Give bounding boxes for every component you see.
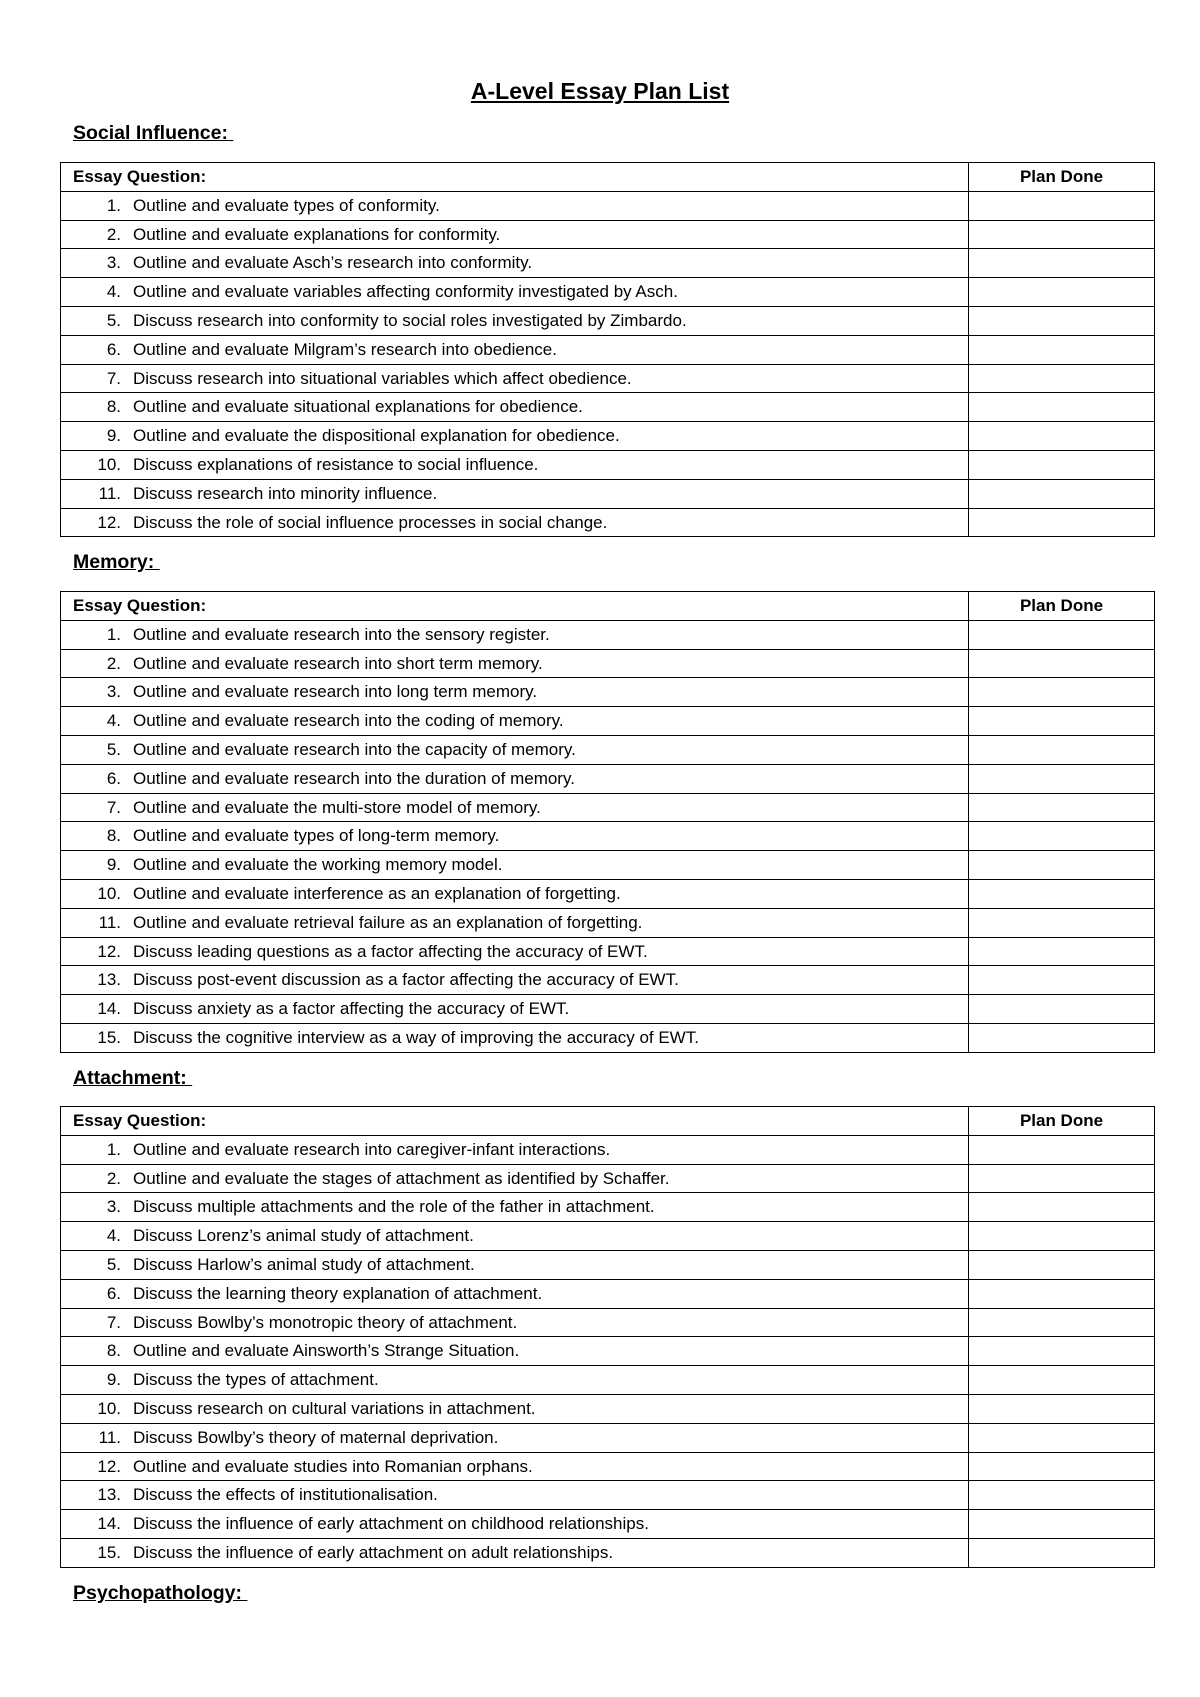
table-row <box>61 249 1155 278</box>
question-number: 1. <box>106 624 121 644</box>
question-number: 11. <box>98 483 121 503</box>
essay-question-cell <box>61 1481 969 1510</box>
plan-done-cell[interactable] <box>969 1164 1155 1193</box>
table-row <box>61 879 1155 908</box>
essay-question-cell <box>61 966 969 995</box>
plan-done-cell[interactable] <box>969 1222 1155 1251</box>
table-row <box>61 908 1155 937</box>
question-number: 3. <box>106 682 121 702</box>
plan-done-cell[interactable] <box>969 620 1155 649</box>
essay-question-cell <box>61 306 969 335</box>
table-row <box>61 793 1155 822</box>
question-number: 6. <box>106 768 121 788</box>
essay-question-cell <box>61 220 969 249</box>
table-row <box>61 1023 1155 1052</box>
question-number: 11. <box>98 912 121 932</box>
table-row <box>61 508 1155 537</box>
question-text: Outline and evaluate types of long-term memory. <box>133 826 500 846</box>
question-text: Discuss multiple attachments and the role of the father in attachment. <box>133 1197 655 1217</box>
essay-question-cell <box>61 1366 969 1395</box>
column-header-question: Essay Question: <box>61 592 969 621</box>
question-text: Discuss the cognitive interview as a way of improving the accuracy of EWT. <box>133 1027 699 1047</box>
plan-done-cell[interactable] <box>969 1394 1155 1423</box>
table-row <box>61 1279 1155 1308</box>
question-number: 12. <box>97 1456 121 1476</box>
essay-question-cell <box>61 479 969 508</box>
question-text: Outline and evaluate the multi-store model of memory. <box>133 797 541 817</box>
question-text: Discuss Bowlby’s monotropic theory of attachment. <box>133 1312 518 1332</box>
question-text: Discuss research on cultural variations in attachment. <box>133 1398 536 1418</box>
question-text: Outline and evaluate research into the coding of memory. <box>133 711 564 731</box>
plan-done-cell[interactable] <box>969 851 1155 880</box>
plan-done-cell[interactable] <box>969 1135 1155 1164</box>
question-number: 2. <box>106 224 121 244</box>
question-text: Outline and evaluate the dispositional explanation for obedience. <box>133 426 620 446</box>
table-row <box>61 1164 1155 1193</box>
question-text: Outline and evaluate Asch’s research into conformity. <box>133 253 533 273</box>
question-number: 7. <box>106 797 121 817</box>
question-number: 14. <box>97 999 121 1019</box>
table-row <box>61 678 1155 707</box>
question-text: Outline and evaluate studies into Romanian orphans. <box>133 1456 533 1476</box>
question-text: Outline and evaluate research into long term memory. <box>133 682 538 702</box>
essay-question-cell <box>61 707 969 736</box>
essay-question-cell <box>61 278 969 307</box>
essay-question-cell <box>61 879 969 908</box>
plan-done-cell[interactable] <box>969 220 1155 249</box>
question-text: Discuss the role of social influence processes in social change. <box>133 512 608 532</box>
plan-done-cell[interactable] <box>969 995 1155 1024</box>
essay-question-cell <box>61 1423 969 1452</box>
table-row <box>61 1394 1155 1423</box>
table-row <box>61 649 1155 678</box>
question-text: Outline and evaluate the stages of attachment as identified by Schaffer. <box>133 1168 670 1188</box>
essay-question-cell <box>61 1510 969 1539</box>
table-row <box>61 393 1155 422</box>
question-number: 3. <box>106 1197 121 1217</box>
question-text: Discuss the influence of early attachment on childhood relationships. <box>133 1514 649 1534</box>
table-row <box>61 278 1155 307</box>
plan-done-cell[interactable] <box>969 249 1155 278</box>
table-header-row <box>61 1107 1155 1136</box>
essay-question-cell <box>61 1250 969 1279</box>
plan-done-cell[interactable] <box>969 937 1155 966</box>
table-row <box>61 851 1155 880</box>
question-number: 2. <box>106 653 121 673</box>
question-number: 4. <box>106 1226 121 1246</box>
essay-question-cell <box>61 908 969 937</box>
question-text: Discuss Harlow’s animal study of attachment. <box>133 1254 475 1274</box>
table-row <box>61 707 1155 736</box>
essay-question-cell <box>61 822 969 851</box>
question-text: Discuss explanations of resistance to social influence. <box>133 454 539 474</box>
table-row <box>61 1193 1155 1222</box>
question-number: 8. <box>106 397 121 417</box>
plan-done-cell[interactable] <box>969 1423 1155 1452</box>
table-row <box>61 1452 1155 1481</box>
plan-done-cell[interactable] <box>969 966 1155 995</box>
plan-done-cell[interactable] <box>969 422 1155 451</box>
table-row <box>61 422 1155 451</box>
question-text: Discuss research into conformity to social roles investigated by Zimbardo. <box>133 310 687 330</box>
table-row <box>61 995 1155 1024</box>
question-number: 14. <box>97 1514 121 1534</box>
question-text: Discuss the influence of early attachment on adult relationships. <box>133 1542 614 1562</box>
plan-done-cell[interactable] <box>969 393 1155 422</box>
question-number: 12. <box>97 512 121 532</box>
question-text: Discuss the learning theory explanation of attachment. <box>133 1283 543 1303</box>
table-row <box>61 937 1155 966</box>
table-row <box>61 1510 1155 1539</box>
essay-question-cell <box>61 1452 969 1481</box>
question-number: 9. <box>106 855 121 875</box>
plan-done-cell[interactable] <box>969 306 1155 335</box>
essay-question-cell <box>61 649 969 678</box>
plan-done-cell[interactable] <box>969 1250 1155 1279</box>
plan-done-cell[interactable] <box>969 1279 1155 1308</box>
question-text: Discuss the effects of institutionalisation. <box>133 1485 438 1505</box>
question-number: 4. <box>106 282 121 302</box>
essay-question-cell <box>61 1394 969 1423</box>
plan-done-cell[interactable] <box>969 1366 1155 1395</box>
question-text: Discuss leading questions as a factor affecting the accuracy of EWT. <box>133 941 648 961</box>
question-number: 4. <box>106 711 121 731</box>
question-number: 1. <box>106 195 121 215</box>
plan-done-cell[interactable] <box>969 1308 1155 1337</box>
question-number: 7. <box>106 368 121 388</box>
plan-done-cell[interactable] <box>969 649 1155 678</box>
table-row <box>61 479 1155 508</box>
plan-done-cell[interactable] <box>969 450 1155 479</box>
section-heading-attachment: Attachment: <box>73 1067 193 1089</box>
essay-table-social-influence <box>60 162 1155 537</box>
plan-done-cell[interactable] <box>969 879 1155 908</box>
table-row <box>61 1538 1155 1567</box>
question-number: 13. <box>97 970 121 990</box>
column-header-question: Essay Question: <box>61 1107 969 1136</box>
plan-done-cell[interactable] <box>969 735 1155 764</box>
question-number: 9. <box>106 426 121 446</box>
plan-done-cell[interactable] <box>969 793 1155 822</box>
essay-table-memory <box>60 591 1155 1053</box>
essay-question-cell <box>61 764 969 793</box>
table-row <box>61 1222 1155 1251</box>
plan-done-cell[interactable] <box>969 1510 1155 1539</box>
plan-done-cell[interactable] <box>969 479 1155 508</box>
section-heading-social-influence: Social Influence: <box>73 122 234 144</box>
question-number: 8. <box>106 826 121 846</box>
table-row <box>61 220 1155 249</box>
column-header-plan-done: Plan Done <box>969 592 1155 621</box>
document-title: A-Level Essay Plan List <box>470 78 730 104</box>
question-number: 10. <box>97 454 121 474</box>
essay-question-cell <box>61 620 969 649</box>
plan-done-cell[interactable] <box>969 1193 1155 1222</box>
plan-done-cell[interactable] <box>969 822 1155 851</box>
question-text: Outline and evaluate research into the duration of memory. <box>133 768 575 788</box>
column-header-plan-done: Plan Done <box>969 1107 1155 1136</box>
question-number: 7. <box>106 1312 121 1332</box>
question-number: 3. <box>106 253 121 273</box>
question-text: Outline and evaluate research into the capacity of memory. <box>133 739 576 759</box>
question-number: 5. <box>106 739 121 759</box>
question-number: 9. <box>106 1370 121 1390</box>
column-header-question: Essay Question: <box>61 163 969 192</box>
essay-question-cell <box>61 1135 969 1164</box>
question-number: 1. <box>106 1139 121 1159</box>
plan-done-cell[interactable] <box>969 1538 1155 1567</box>
question-text: Outline and evaluate retrieval failure as an explanation of forgetting. <box>133 912 643 932</box>
essay-question-cell <box>61 249 969 278</box>
table-row <box>61 306 1155 335</box>
question-text: Outline and evaluate research into caregiver-infant interactions. <box>133 1139 611 1159</box>
essay-question-cell <box>61 1164 969 1193</box>
table-header-row <box>61 592 1155 621</box>
question-text: Discuss Bowlby’s theory of maternal deprivation. <box>133 1427 499 1447</box>
table-row <box>61 1135 1155 1164</box>
plan-done-cell[interactable] <box>969 278 1155 307</box>
question-number: 5. <box>106 1254 121 1274</box>
question-number: 11. <box>98 1427 121 1447</box>
plan-done-cell[interactable] <box>969 1023 1155 1052</box>
question-number: 10. <box>97 1398 121 1418</box>
table-row <box>61 450 1155 479</box>
question-number: 15. <box>97 1027 121 1047</box>
table-row <box>61 735 1155 764</box>
question-text: Discuss anxiety as a factor affecting the accuracy of EWT. <box>133 999 570 1019</box>
question-text: Discuss the types of attachment. <box>133 1370 379 1390</box>
essay-question-cell <box>61 1279 969 1308</box>
question-text: Outline and evaluate explanations for conformity. <box>133 224 501 244</box>
essay-question-cell <box>61 422 969 451</box>
question-text: Discuss research into minority influence. <box>133 483 438 503</box>
question-number: 5. <box>106 310 121 330</box>
table-row <box>61 1423 1155 1452</box>
plan-done-cell[interactable] <box>969 335 1155 364</box>
essay-question-cell <box>61 1308 969 1337</box>
essay-table-attachment <box>60 1106 1155 1568</box>
question-text: Outline and evaluate Milgram’s research into obedience. <box>133 339 557 359</box>
question-number: 15. <box>97 1542 121 1562</box>
table-row <box>61 1337 1155 1366</box>
essay-question-cell <box>61 393 969 422</box>
question-number: 2. <box>106 1168 121 1188</box>
question-number: 6. <box>106 1283 121 1303</box>
plan-done-cell[interactable] <box>969 764 1155 793</box>
question-text: Outline and evaluate interference as an explanation of forgetting. <box>133 883 621 903</box>
plan-done-cell[interactable] <box>969 707 1155 736</box>
essay-question-cell <box>61 1222 969 1251</box>
essay-question-cell <box>61 735 969 764</box>
table-row <box>61 1481 1155 1510</box>
table-row <box>61 364 1155 393</box>
essay-question-cell <box>61 364 969 393</box>
question-number: 6. <box>106 339 121 359</box>
essay-question-cell <box>61 793 969 822</box>
question-text: Outline and evaluate research into short term memory. <box>133 653 543 673</box>
plan-done-cell[interactable] <box>969 191 1155 220</box>
table-row <box>61 966 1155 995</box>
essay-question-cell <box>61 450 969 479</box>
essay-question-cell <box>61 851 969 880</box>
essay-question-cell <box>61 191 969 220</box>
essay-question-cell <box>61 1337 969 1366</box>
question-text: Discuss Lorenz’s animal study of attachment. <box>133 1226 474 1246</box>
table-row <box>61 822 1155 851</box>
table-row <box>61 1250 1155 1279</box>
question-number: 12. <box>97 941 121 961</box>
plan-done-cell[interactable] <box>969 364 1155 393</box>
table-row <box>61 1308 1155 1337</box>
table-row <box>61 620 1155 649</box>
plan-done-cell[interactable] <box>969 1337 1155 1366</box>
section-heading-memory: Memory: <box>73 551 160 573</box>
essay-question-cell <box>61 937 969 966</box>
plan-done-cell[interactable] <box>969 908 1155 937</box>
question-number: 13. <box>97 1485 121 1505</box>
essay-question-cell <box>61 1023 969 1052</box>
question-number: 10. <box>97 883 121 903</box>
table-row <box>61 1366 1155 1395</box>
question-number: 8. <box>106 1341 121 1361</box>
question-text: Outline and evaluate research into the sensory register. <box>133 624 550 644</box>
column-header-plan-done: Plan Done <box>969 163 1155 192</box>
essay-question-cell <box>61 678 969 707</box>
question-text: Discuss post-event discussion as a factor affecting the accuracy of EWT. <box>133 970 679 990</box>
essay-question-cell <box>61 1193 969 1222</box>
section-heading-psychopathology: Psychopathology: <box>73 1582 248 1604</box>
table-header-row <box>61 163 1155 192</box>
question-text: Outline and evaluate Ainsworth’s Strange Situation. <box>133 1341 520 1361</box>
question-text: Outline and evaluate types of conformity. <box>133 195 440 215</box>
table-row <box>61 335 1155 364</box>
essay-question-cell <box>61 995 969 1024</box>
question-text: Outline and evaluate the working memory model. <box>133 855 503 875</box>
plan-done-cell[interactable] <box>969 508 1155 537</box>
question-text: Outline and evaluate variables affecting conformity investigated by Asch. <box>133 282 678 302</box>
question-text: Outline and evaluate situational explanations for obedience. <box>133 397 583 417</box>
plan-done-cell[interactable] <box>969 1452 1155 1481</box>
plan-done-cell[interactable] <box>969 678 1155 707</box>
plan-done-cell[interactable] <box>969 1481 1155 1510</box>
table-row <box>61 191 1155 220</box>
essay-question-cell <box>61 1538 969 1567</box>
essay-question-cell <box>61 508 969 537</box>
essay-question-cell <box>61 335 969 364</box>
question-text: Discuss research into situational variables which affect obedience. <box>133 368 632 388</box>
table-row <box>61 764 1155 793</box>
